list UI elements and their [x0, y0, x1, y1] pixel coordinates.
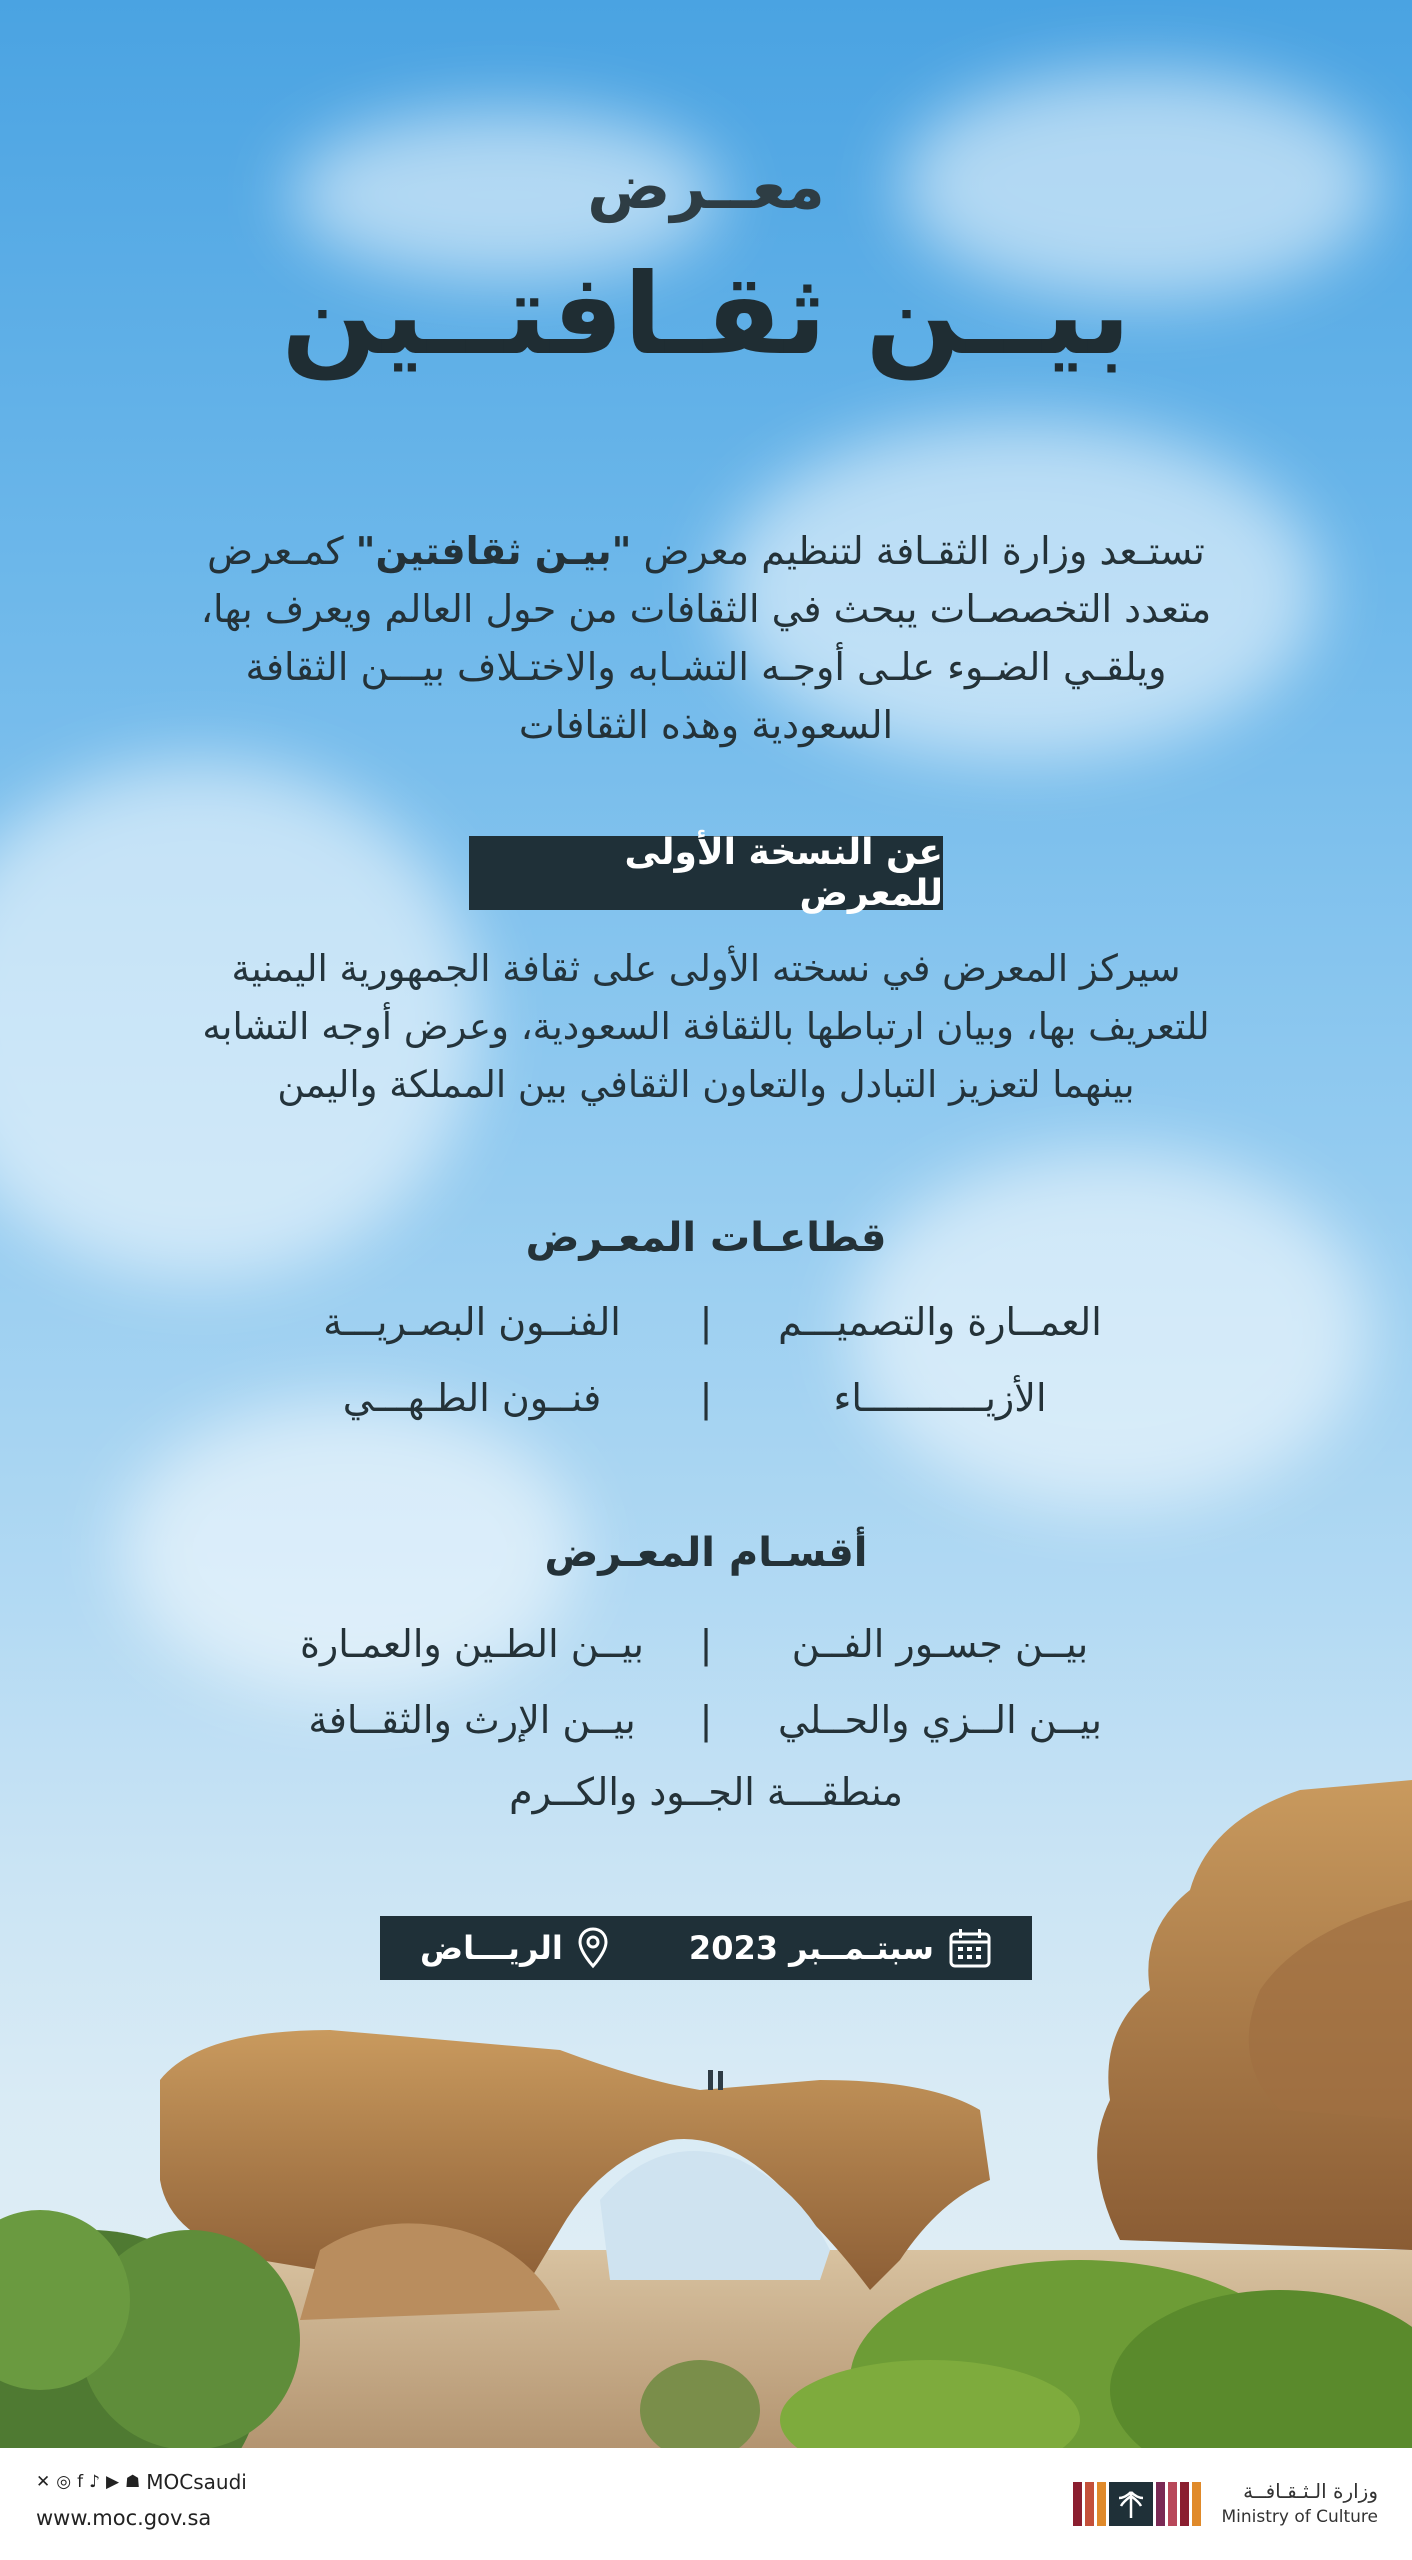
separator: |	[699, 1376, 713, 1420]
event-date	[689, 1928, 992, 1968]
edition-description: سيركز المعرض في نسخته الأولى على ثقافة الجمهورية اليمنية للتعريف بها، وبيان ارتباطها بالثقافة السعودية، وعرض أوجه التشابه بينهما لتعزيز التبادل والتعاون الثقافي بين المملكة واليمن	[202, 947, 1210, 1106]
social-handle[interactable]: MOCsaudi	[146, 2470, 247, 2494]
tiktok-icon[interactable]: ♪	[89, 2472, 100, 2492]
website-link[interactable]: www.moc.gov.sa	[36, 2506, 212, 2530]
ministry-name-en: Ministry of Culture	[1221, 2507, 1378, 2527]
x-icon[interactable]: ✕	[36, 2472, 51, 2492]
section-item: بيــن الإرث والثقــافة	[308, 1698, 636, 1742]
sectors-row	[262, 1292, 1150, 1352]
youtube-icon[interactable]: ▶	[105, 2472, 120, 2492]
intro-text-start: تستـعد وزارة الثقـافة لتنظيم معرض	[631, 529, 1205, 573]
snapchat-icon[interactable]: ☗	[125, 2472, 141, 2492]
ministry-name	[1221, 2478, 1378, 2530]
desert-landscape-illustration	[0, 1780, 1412, 2450]
sector-item: الفنــون البصـريـــة	[323, 1300, 621, 1344]
facebook-icon[interactable]: f	[77, 2472, 84, 2492]
exhibition-title: بيــن ثقـافتــين	[281, 250, 1131, 380]
intro-highlight: "بيـن ثقافتين"	[355, 529, 632, 573]
exhibition-label: معــرض	[587, 150, 825, 223]
location-pin-icon	[577, 1927, 609, 1969]
sector-item: العمــارة والتصميـــم	[778, 1300, 1102, 1344]
footer	[0, 2448, 1412, 2560]
sectors-row	[262, 1368, 1150, 1428]
intro-text-end: كمـعرض متعدد التخصصـات يبحث في الثقافات من حول العالم ويعرف بها، ويلقـي الضـوء علـى أوجـه التشـابه والاختـلاف بيـــن الثقافة السعودية وهذه الثقافات	[200, 529, 1212, 747]
social-links	[36, 2470, 247, 2494]
ministry-name-ar: وزارة الـثـقـافــة	[1243, 2479, 1378, 2503]
sector-item: فنــون الطـهـــي	[342, 1376, 602, 1420]
instagram-icon[interactable]: ◎	[56, 2472, 72, 2492]
separator: |	[699, 1622, 713, 1666]
section-single-item: منطقـــة الجــود والكــرم	[509, 1770, 903, 1814]
separator: |	[699, 1698, 713, 1742]
section-item: بيــن الــزي والحــلي	[777, 1698, 1103, 1742]
event-date-text: سبتـمــبر 2023	[688, 1929, 934, 1967]
section-item: بيــن الطـين والعمـارة	[300, 1622, 644, 1666]
sections-row	[262, 1614, 1150, 1674]
sector-item: الأزيـــــــــــاء	[833, 1376, 1047, 1420]
sections-heading: أقسـام المعـرض	[544, 1530, 868, 1576]
ministry-logo-icon	[1073, 2482, 1205, 2526]
event-location-text: الريـــاض	[420, 1929, 563, 1967]
intro-paragraph	[180, 522, 1232, 754]
separator: |	[699, 1300, 713, 1344]
event-info-band	[380, 1916, 1032, 1980]
section-item: بيــن جسـور الفــن	[791, 1622, 1089, 1666]
sectors-heading: قطاعـات المعـرض	[525, 1215, 887, 1261]
calendar-icon	[948, 1928, 992, 1968]
ministry-logo	[1073, 2478, 1378, 2530]
sections-row	[262, 1690, 1150, 1750]
edition-label-band: عن النسخة الأولى للمعرض	[469, 836, 943, 910]
event-location	[420, 1927, 609, 1969]
